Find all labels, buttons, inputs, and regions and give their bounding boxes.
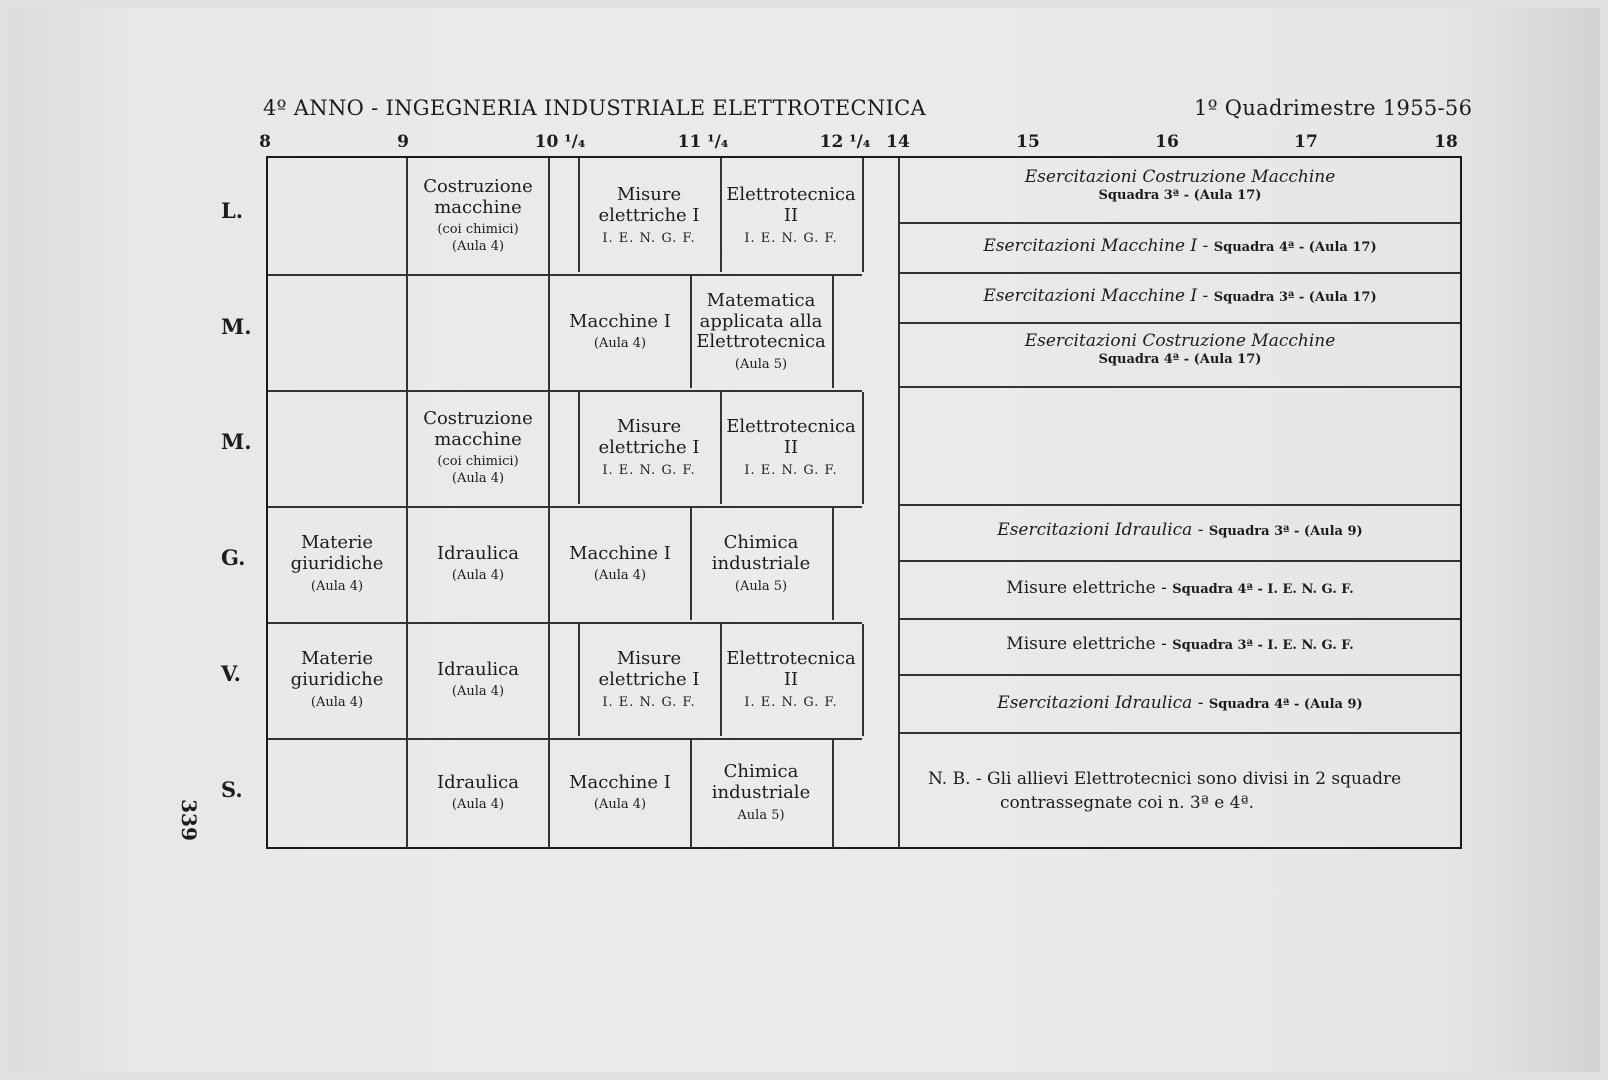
grid-line (900, 386, 1460, 388)
afternoon-session (902, 633, 1458, 655)
grid-line (900, 674, 1460, 676)
separator: - (1192, 520, 1209, 540)
lesson-cell (720, 158, 862, 274)
subject-name: Chimica industriale (711, 532, 811, 575)
subject-name: Costruzione macchine (423, 407, 533, 450)
footnote (928, 768, 1448, 816)
day-label-martedi: M. (221, 314, 252, 339)
session-detail: Squadra 4ª - (Aula 17) (1098, 352, 1262, 368)
day-label-sabato: S. (221, 777, 243, 802)
session-detail: Squadra 4ª - (Aula 9) (1208, 697, 1363, 712)
day-label-mercoledi: M. (221, 429, 252, 454)
session-title: Esercitazioni Macchine I (983, 236, 1198, 256)
separator: - (1155, 634, 1173, 654)
day-label-giovedi: G. (221, 545, 246, 570)
session-title: Misure elettriche (1006, 578, 1156, 598)
afternoon-session (902, 692, 1458, 714)
term-label: 1º Quadrimestre 1955-56 (1194, 96, 1473, 120)
subject-name: Macchine I (569, 310, 671, 332)
timetable-grid (266, 156, 1462, 849)
session-title: Esercitazioni Costruzione Macchine (1024, 167, 1336, 187)
room-label: I. E. N. G. F. (602, 230, 696, 246)
lesson-cell (408, 738, 548, 848)
grid-line (900, 504, 1460, 506)
room-label: (Aula 4) (451, 684, 505, 700)
session-title: Esercitazioni Macchine I (983, 286, 1198, 306)
lesson-cell (408, 390, 548, 506)
room-label: I. E. N. G. F. (602, 694, 696, 710)
afternoon-session (902, 519, 1458, 541)
session-title: Misure elettriche (1006, 634, 1156, 654)
room-label: (Aula 4) (451, 471, 505, 487)
separator: - (1197, 286, 1214, 306)
room-label: I. E. N. G. F. (744, 230, 838, 246)
grid-line (900, 272, 1460, 274)
grid-line (832, 740, 834, 848)
room-label: I. E. N. G. F. (744, 694, 838, 710)
afternoon-session (902, 235, 1458, 257)
grid-line (900, 732, 1460, 734)
lesson-cell (550, 738, 690, 848)
hour-label: 10 ¹/₄ (534, 132, 586, 152)
session-detail: Squadra 3ª - (Aula 17) (1098, 188, 1262, 204)
session-detail: Squadra 3ª - (Aula 9) (1208, 524, 1363, 539)
subject-name: Misure elettriche I (598, 416, 700, 459)
subject-name: Idraulica (437, 658, 519, 680)
footnote-line: contrassegnate coi n. 3ª e 4ª. (1000, 792, 1254, 813)
subject-name: Idraulica (437, 771, 519, 793)
lesson-cell (408, 158, 548, 274)
lesson-cell (720, 390, 862, 506)
grid-line (900, 560, 1460, 562)
timetable-page (8, 8, 1600, 1072)
grid-line (832, 508, 834, 620)
room-label: (Aula 4) (451, 568, 505, 584)
room-label: (Aula 4) (310, 578, 364, 594)
hour-label: 8 (259, 132, 271, 152)
grid-line (900, 322, 1460, 324)
session-detail: Squadra 4ª - (Aula 17) (1213, 240, 1377, 255)
lesson-cell (578, 390, 720, 506)
subject-name: Macchine I (569, 542, 671, 564)
hour-label: 14 (886, 132, 910, 152)
page-number: 339 (176, 799, 201, 841)
room-label: (Aula 4) (593, 797, 647, 813)
room-label: (Aula 4) (451, 797, 505, 813)
hour-label: 18 (1434, 132, 1458, 152)
room-label: (Aula 4) (310, 694, 364, 710)
grid-line (900, 618, 1460, 620)
room-label: (Aula 4) (593, 336, 647, 352)
session-detail: Squadra 3ª - (Aula 17) (1213, 290, 1377, 305)
page-title: 4º ANNO - INGEGNERIA INDUSTRIALE ELETTROTECNICA (263, 96, 926, 120)
room-label: Aula 5) (737, 807, 785, 823)
subject-name: Macchine I (569, 771, 671, 793)
hour-label: 17 (1294, 132, 1318, 152)
afternoon-session (902, 577, 1458, 599)
subject-name: Materie giuridiche (290, 648, 384, 691)
separator: - (1155, 578, 1173, 598)
hour-label: 11 ¹/₄ (677, 132, 729, 152)
subject-name: Materie giuridiche (290, 532, 384, 575)
grid-line (862, 158, 864, 272)
lesson-note: (coi chimici) (437, 222, 519, 238)
lesson-cell (578, 622, 720, 738)
lesson-cell (690, 506, 832, 622)
subject-name: Idraulica (437, 542, 519, 564)
session-title: Esercitazioni Idraulica (997, 520, 1193, 540)
separator: - (1197, 236, 1214, 256)
afternoon-session (902, 166, 1458, 205)
subject-name: Misure elettriche I (598, 184, 700, 227)
lesson-note: (coi chimici) (437, 454, 519, 470)
hour-label: 12 ¹/₄ (819, 132, 871, 152)
grid-line (900, 222, 1460, 224)
lesson-cell (578, 158, 720, 274)
room-label: I. E. N. G. F. (744, 462, 838, 478)
lesson-cell (268, 622, 406, 738)
session-title: Esercitazioni Idraulica (997, 693, 1193, 713)
afternoon-session (902, 285, 1458, 307)
room-label: (Aula 4) (593, 568, 647, 584)
lesson-cell (720, 622, 862, 738)
lesson-cell (690, 738, 832, 848)
subject-name: Matematica applicata alla Elettrotecnica (696, 290, 826, 353)
subject-name: Misure elettriche I (598, 648, 700, 691)
day-label-lunedi: L. (221, 198, 244, 223)
afternoon-session (902, 330, 1458, 369)
session-detail: Squadra 4ª - I. E. N. G. F. (1172, 582, 1354, 597)
lesson-cell (408, 506, 548, 622)
hour-label: 15 (1016, 132, 1040, 152)
session-detail: Squadra 3ª - I. E. N. G. F. (1172, 638, 1354, 653)
grid-line (862, 624, 864, 736)
hour-label: 16 (1155, 132, 1179, 152)
grid-line (862, 392, 864, 504)
lesson-cell (550, 274, 690, 390)
room-label: (Aula 5) (734, 357, 788, 373)
lesson-cell (408, 622, 548, 738)
separator: - (1192, 693, 1209, 713)
footnote-line: N. B. - Gli allievi Elettrotecnici sono divisi in 2 squadre (928, 769, 1402, 789)
subject-name: Chimica industriale (711, 761, 811, 804)
day-label-venerdi: V. (221, 661, 241, 686)
room-label: (Aula 4) (451, 239, 505, 255)
session-title: Esercitazioni Costruzione Macchine (1024, 331, 1336, 351)
subject-name: Elettrotecnica II (726, 416, 856, 459)
grid-line (898, 158, 900, 848)
hour-label: 9 (397, 132, 409, 152)
subject-name: Elettrotecnica II (726, 184, 856, 227)
lesson-cell (268, 506, 406, 622)
subject-name: Costruzione macchine (423, 175, 533, 218)
lesson-cell (550, 506, 690, 622)
subject-name: Elettrotecnica II (726, 648, 856, 691)
lesson-cell (690, 274, 832, 390)
grid-line (832, 276, 834, 388)
room-label: I. E. N. G. F. (602, 462, 696, 478)
room-label: (Aula 5) (734, 578, 788, 594)
